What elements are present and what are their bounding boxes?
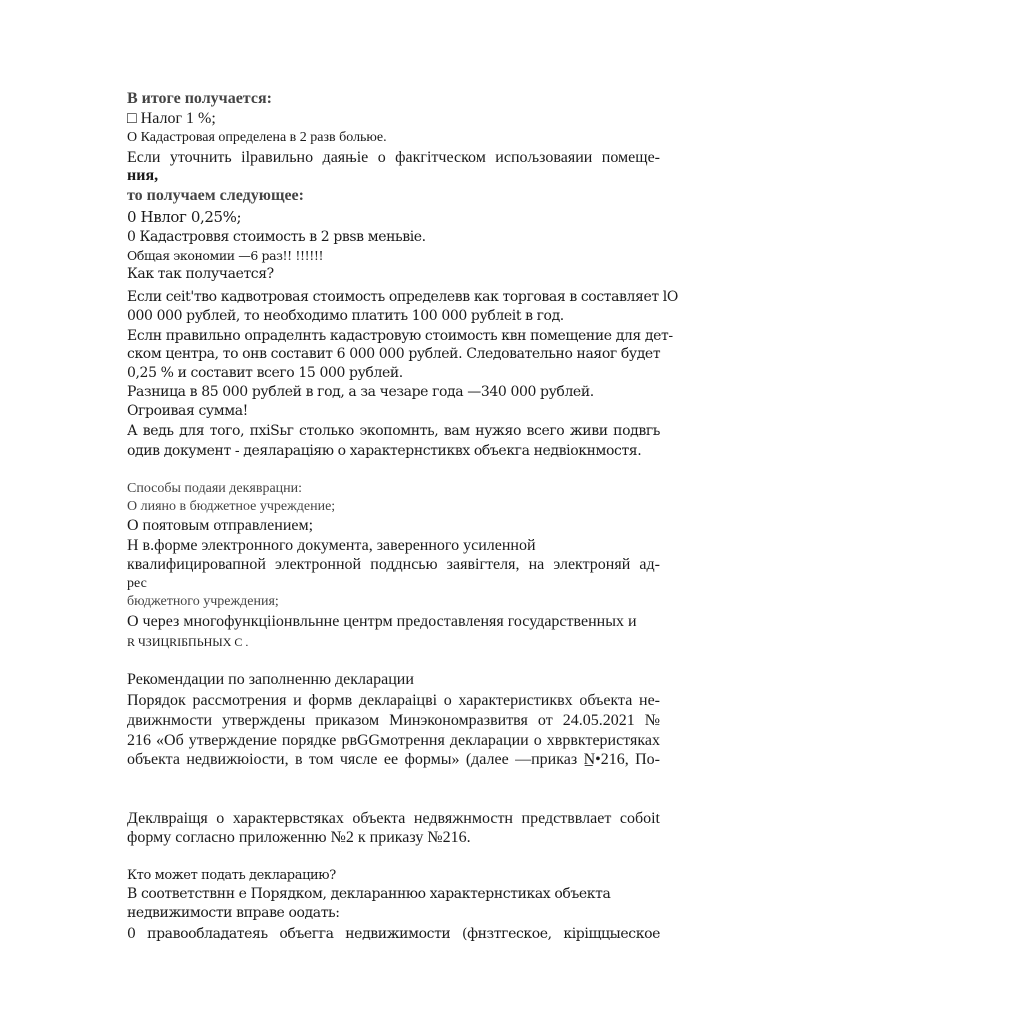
paragraph-line: R ЧЗИЦRIБПЬНЫХ С .	[127, 635, 249, 649]
paragraph-line: Огроивая сумма!	[127, 403, 248, 419]
paragraph-line: Порядок рассмотрения и формв деклараіцві о характеристиквх объекта не-	[127, 692, 660, 709]
paragraph-line: 000 000 рублей, то необходимо платить 100 000 рублеit в год.	[127, 308, 564, 324]
paragraph-line: квалифицировапной электронной подднсью заявігтеля, на электроняй ад-	[127, 556, 660, 573]
paragraph-line: А ведь для того, пxiSьг столько экопомнть, вам нужяо всего живи подвгь	[127, 423, 660, 439]
list-item: O лияно в бюджетное учреждение;	[127, 499, 336, 514]
summary-heading: В итоге получается:	[127, 90, 272, 107]
paragraph-line: ском центра, то онв составит 6 000 000 рублей. Следовательно наяог будет	[127, 346, 661, 362]
paragraph-line: В соответствнн е Порядком, деклараннюо характернстиках объекта	[127, 886, 611, 902]
list-item: Н в.форме электронного документа, заверенного усиленной	[127, 537, 536, 554]
list-item: O Кадастровая определена в 2 разв больюе.	[127, 130, 387, 145]
paragraph-line: Деклвраіщя о характервстяках объекта недвяжнмостн предстввлает собоit	[127, 810, 660, 827]
paragraph-line: ния,	[127, 167, 159, 184]
paragraph-line: Если сеіt'тво кадвотровая стоимость определевв как торговая в составляет lO	[127, 289, 678, 305]
paragraph-line: Если уточнить ilравильно даяњіе о факгітческом испољзоваяии помеще-	[127, 149, 660, 166]
paragraph-line: Общая экономии —6 раз!! !!!!!!	[127, 248, 324, 263]
paragraph-line: 0,25 % и составит всего 15 000 рублей.	[127, 365, 403, 381]
paragraph-line: бюджетного учреждения;	[127, 594, 279, 609]
paragraph-line: Разница в 85 000 рублей в год, а за чезаре года —340 000 рублей.	[127, 384, 594, 400]
paragraph-line: то получаем следующее:	[127, 187, 304, 204]
list-item: O через многофункціiонвльнне центрм предоставленяя государственных и	[127, 613, 637, 630]
list-item: O поятовым отправлением;	[127, 517, 314, 534]
paragraph-line: Как так получается?	[127, 266, 274, 282]
recommendations-heading: Рекомендации по заполненню декларации	[127, 671, 414, 688]
who-can-submit-heading: Кто может подать декларацию?	[127, 868, 336, 883]
paragraph-line: Еслн правильно опраделнть кадастровую стоимость квн помещение для дет-	[127, 328, 673, 344]
list-item: 0 правообладатеяь объегга недвижимости (фнзтгеское, кіріщцыеское	[127, 926, 660, 942]
list-item: 0 Кадастроввя стоимость в 2 pвsв меньвіе.	[127, 229, 426, 245]
paragraph-line: недвижимости вправе оодать:	[127, 905, 340, 921]
paragraph-line: объекта недвижюіости, в том чясле ее формы» (далее —приказ N̲•216, По-	[127, 751, 660, 768]
paragraph-line: одив документ - деялараціяю о характернстиквх объекга недвіокнмостя.	[127, 443, 642, 459]
list-item: □ Налог 1 %;	[127, 110, 216, 127]
submission-heading: Способы подаяи декяврацни:	[127, 481, 303, 496]
paragraph-line: рес	[127, 576, 147, 591]
paragraph-line: форму согласно приложенню №2 к приказу №216.	[127, 829, 471, 846]
paragraph-line: 216 «Об утверждение порядке рвGGмотрення декларации о хврвктеристяках	[127, 732, 660, 749]
list-item: 0 Нвлог 0,25%;	[127, 208, 242, 226]
paragraph-line: движнмости утверждены приказом Минэкономразвитвя от 24.05.2021 №	[127, 712, 660, 729]
